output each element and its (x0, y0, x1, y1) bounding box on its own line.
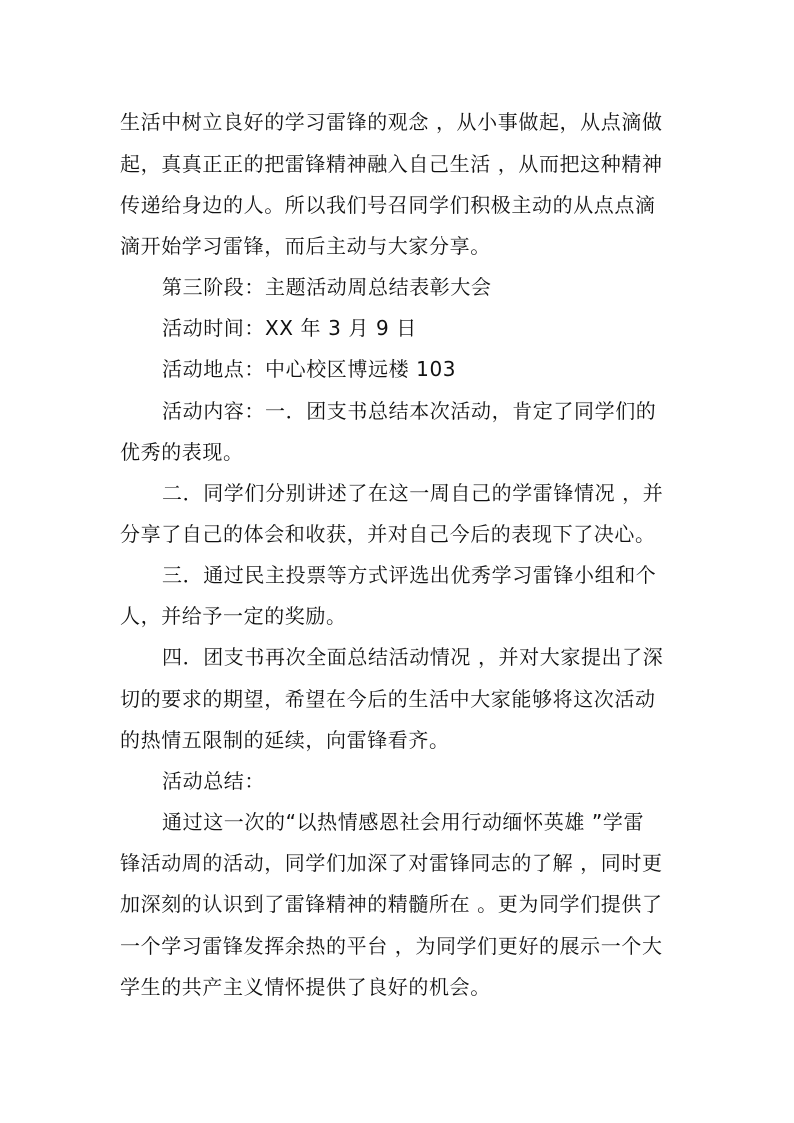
list-item-3: 三．通过民主投票等方式评选出优秀学习雷锋小组和个 (162, 563, 657, 587)
summary-heading: 活动总结： (162, 769, 265, 793)
paragraph-line: 锋活动周的活动，同学们加深了对雷锋同志的了解 ，同时更 (120, 851, 663, 875)
paragraph-line: 优秀的表现。 (120, 440, 244, 464)
paragraph-line: 滴开始学习雷锋，而后主动与大家分享。 (120, 234, 491, 258)
paragraph-line: 切的要求的期望，希望在今后的生活中大家能够将这次活动 (120, 687, 656, 711)
list-item-4: 四．团支书再次全面总结活动情况 ，并对大家提出了深 (162, 645, 664, 669)
paragraph-line: 的热情五限制的延续，向雷锋看齐。 (120, 728, 450, 752)
paragraph-line: 人，并给予一定的奖励。 (120, 604, 347, 628)
summary-line: 通过这一次的“以热情感恩社会用行动缅怀英雄 ”学雷 (162, 810, 645, 834)
section-heading: 第三阶段：主题活动周总结表彰大会 (162, 275, 492, 299)
paragraph-line: 传递给身边的人。所以我们号召同学们积极主动的从点点滴 (120, 193, 656, 217)
paragraph-line: 一个学习雷锋发挥余热的平台 ，为同学们更好的展示一个大 (120, 934, 663, 958)
list-item-2: 二．同学们分别讲述了在这一周自己的学雷锋情况 ，并 (162, 481, 664, 505)
paragraph-line: 生活中树立良好的学习雷锋的观念 ，从小事做起，从点滴做 (120, 110, 663, 134)
activity-location: 活动地点：中心校区博远楼 103 (162, 357, 457, 381)
paragraph-line: 加深刻的认识到了雷锋精神的精髓所在 。更为同学们提供了 (120, 892, 663, 916)
paragraph-line: 起，真真正正的把雷锋精神融入自己生活 ，从而把这种精神 (120, 152, 663, 176)
activity-time: 活动时间：XX 年 3 月 9 日 (162, 316, 417, 340)
paragraph-line: 学生的共产主义情怀提供了良好的机会。 (120, 975, 491, 999)
paragraph-line: 分享了自己的体会和收获，并对自己今后的表现下了决心。 (120, 522, 656, 546)
activity-content: 活动内容：一．团支书总结本次活动，肯定了同学们的 (162, 399, 657, 423)
